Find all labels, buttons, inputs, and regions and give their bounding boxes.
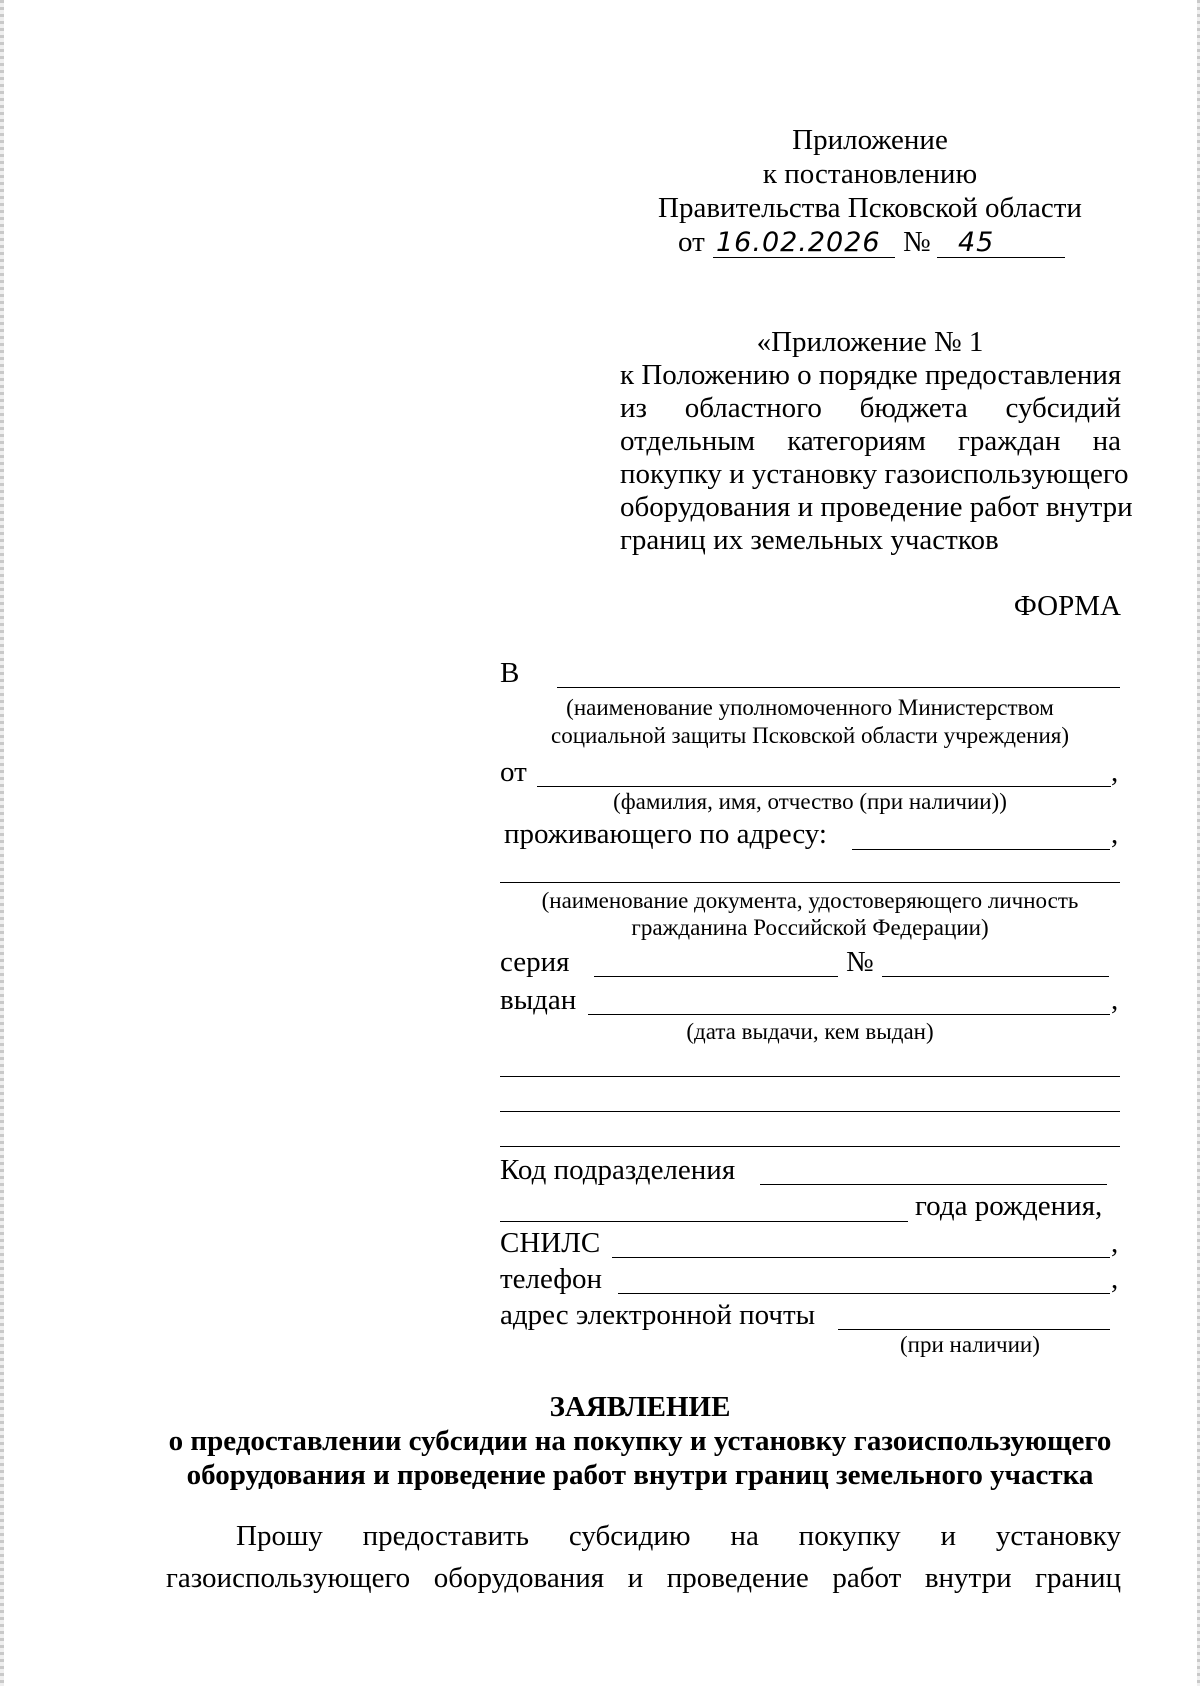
statement-subtitle-2: оборудования и проведение работ внутри границ земельного участка: [186, 1459, 1094, 1491]
header-line-3: Правительства Псковской области: [658, 192, 1082, 224]
issued-field[interactable]: [588, 1014, 1110, 1015]
issued-field-line-2[interactable]: [500, 1076, 1120, 1077]
email-field[interactable]: [838, 1329, 1110, 1330]
doc-hint-1: (наименование документа, удостоверяющего личность: [541, 888, 1079, 913]
issued-field-line-4[interactable]: [500, 1146, 1120, 1147]
statement-body-line-1: Прошу предоставить субсидию на покупку и установку: [236, 1520, 1121, 1552]
date-prefix: от: [678, 226, 705, 258]
snils-label: СНИЛС: [500, 1227, 601, 1259]
email-hint: (при наличии): [900, 1332, 1040, 1357]
appendix-line-5: оборудования и проведение работ внутри: [620, 491, 1133, 523]
to-field[interactable]: [557, 687, 1120, 688]
address-label: проживающего по адресу:: [504, 818, 827, 850]
division-code-label: Код подразделения: [500, 1154, 736, 1186]
series-field[interactable]: [594, 976, 838, 977]
from-comma: ,: [1111, 756, 1119, 788]
series-label: серия: [500, 946, 570, 978]
phone-field[interactable]: [618, 1293, 1110, 1294]
snils-field[interactable]: [612, 1257, 1110, 1258]
birth-year-label: года рождения,: [915, 1190, 1103, 1222]
number-underline: [937, 257, 1065, 258]
address-field-continued[interactable]: [500, 882, 1120, 883]
doc-hint-2: гражданина Российской Федерации): [631, 915, 989, 940]
to-prefix: В: [500, 657, 520, 689]
from-prefix: от: [500, 756, 527, 788]
doc-number-field[interactable]: [882, 976, 1109, 977]
division-code-field[interactable]: [760, 1184, 1107, 1185]
statement-subtitle-1: о предоставлении субсидии на покупку и установку газоиспользующего: [168, 1425, 1112, 1457]
issued-comma: ,: [1111, 984, 1119, 1016]
address-field[interactable]: [852, 849, 1110, 850]
doc-number-label: №: [846, 946, 874, 978]
snils-comma: ,: [1111, 1227, 1119, 1259]
phone-comma: ,: [1111, 1263, 1119, 1295]
appendix-line-4: покупку и установку газоиспользующего: [620, 458, 1129, 490]
appendix-line-3: отдельным категориям граждан на: [620, 425, 1121, 457]
birth-year-field[interactable]: [500, 1221, 908, 1222]
issued-field-line-3[interactable]: [500, 1111, 1120, 1112]
header-line-1: Приложение: [792, 124, 948, 156]
email-label: адрес электронной почты: [500, 1299, 816, 1331]
number-prefix: №: [903, 226, 931, 258]
form-label: ФОРМА: [1013, 590, 1121, 622]
date-handwritten: 16.02.2026: [716, 227, 881, 258]
header-line-2: к постановлению: [762, 158, 978, 190]
appendix-line-6: границ их земельных участков: [620, 524, 999, 556]
appendix-line-1: к Положению о порядке предоставления: [620, 359, 1122, 391]
statement-title: ЗАЯВЛЕНИЕ: [549, 1391, 731, 1423]
appendix-line-2: из областного бюджета субсидий: [620, 392, 1121, 424]
appendix-title: «Приложение № 1: [756, 326, 984, 358]
from-field[interactable]: [537, 786, 1111, 787]
address-comma: ,: [1111, 818, 1119, 850]
number-handwritten: 45: [958, 227, 995, 258]
issued-label: выдан: [500, 984, 577, 1016]
phone-label: телефон: [500, 1263, 603, 1295]
issued-hint: (дата выдачи, кем выдан): [686, 1019, 934, 1044]
statement-body-line-2: газоиспользующего оборудования и проведение работ внутри границ: [166, 1562, 1121, 1594]
to-hint-2: социальной защиты Псковской области учреждения): [550, 723, 1070, 748]
to-hint-1: (наименование уполномоченного Министерством: [566, 695, 1054, 720]
from-hint: (фамилия, имя, отчество (при наличии)): [613, 789, 1007, 814]
